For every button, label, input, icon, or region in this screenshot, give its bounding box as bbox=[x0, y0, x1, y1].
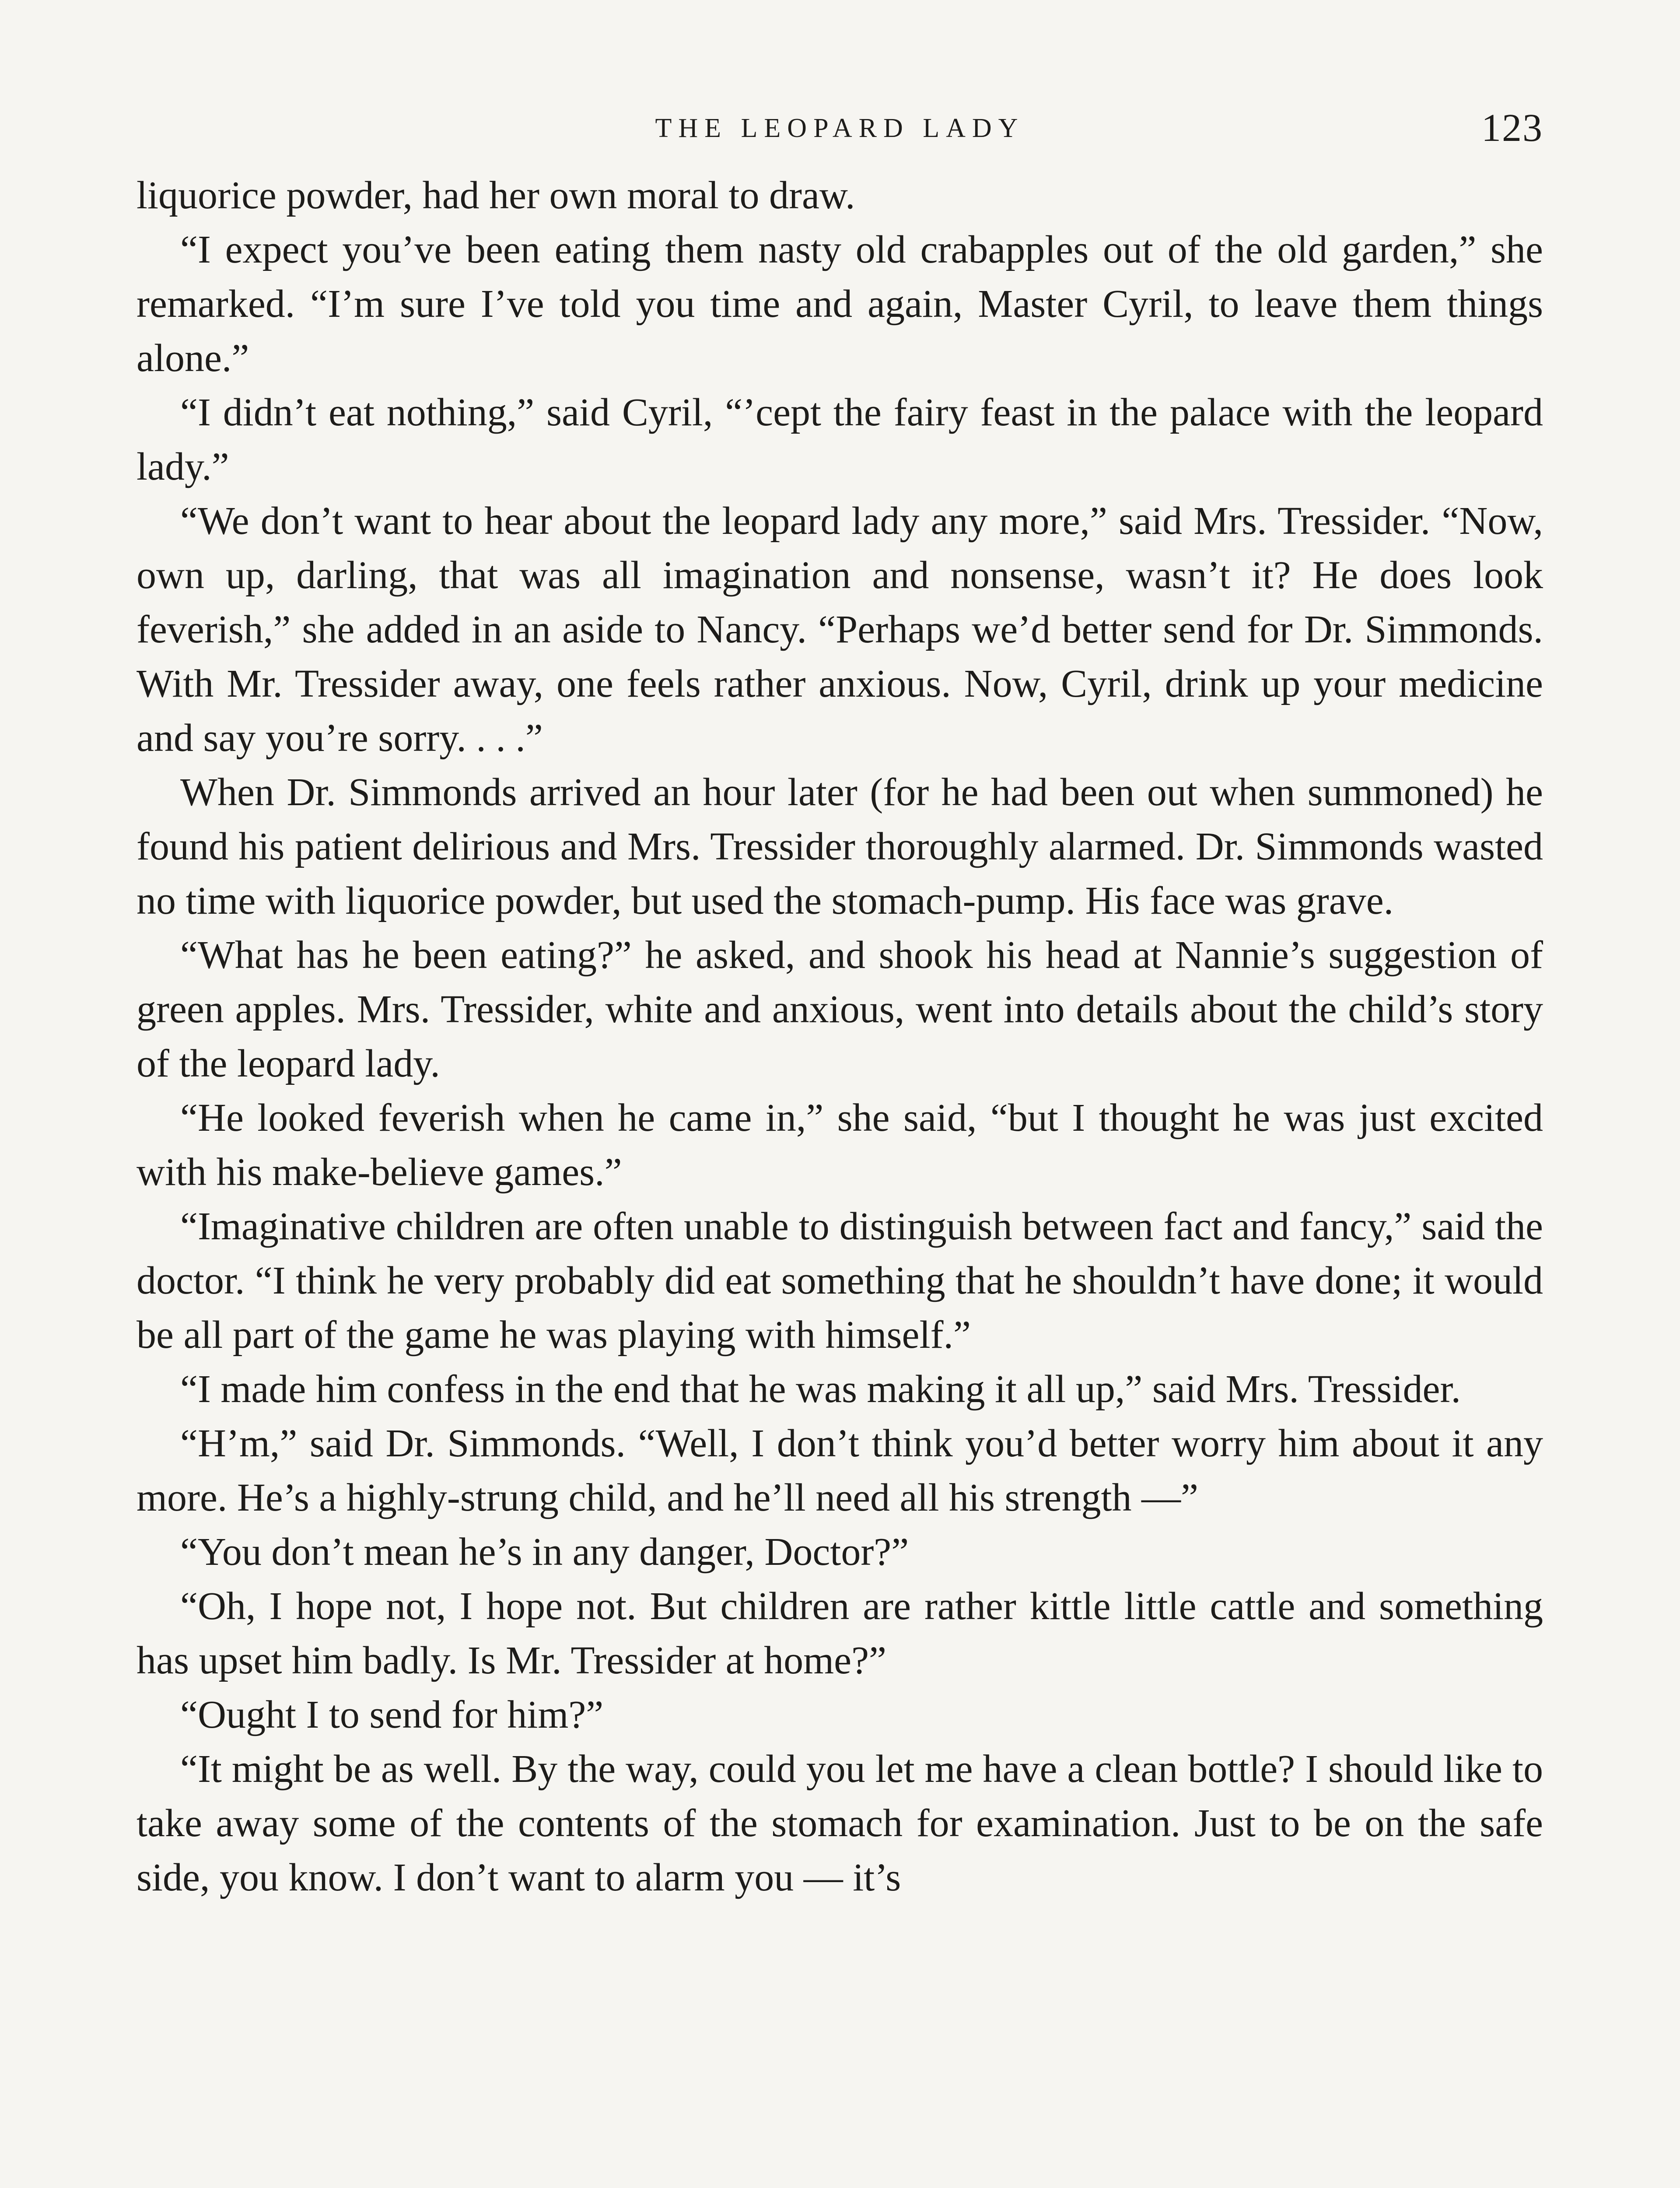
running-title: THE LEOPARD LADY bbox=[655, 113, 1025, 143]
paragraph: “He looked feverish when he came in,” she said, “but I thought he was just excited with his make-believe games.” bbox=[136, 1096, 1543, 1194]
paragraph: “What has he been eating?” he asked, and shook his head at Nannie’s suggestion of green apples. Mrs. Tressider, white and anxious, went into details about the child’s story of the leopard lady. bbox=[136, 933, 1543, 1085]
paragraph: “We don’t want to hear about the leopard lady any more,” said Mrs. Tressider. “Now, own up, darling, that was all imagination and nonsense, wasn’t it? He does look feverish,” she added in an aside to Nancy. “Perhaps we’d better send for Dr. Simmonds. With Mr. Tressider away, one feels rather anxious. Now, Cyril, drink up your medicine and say you’re sorry. . . .” bbox=[136, 499, 1543, 760]
running-head bbox=[136, 104, 1543, 152]
paragraph: liquorice powder, had her own moral to draw. bbox=[136, 174, 855, 217]
paragraph: “Imaginative children are often unable to distinguish between fact and fancy,” said the doctor. “I think he very probably did eat something that he shouldn’t have done; it would be all part of the game he was playing with himself.” bbox=[136, 1205, 1543, 1357]
paragraph: “I didn’t eat nothing,” said Cyril, “’cept the fairy feast in the palace with the leopard lady.” bbox=[136, 391, 1543, 488]
page-number: 123 bbox=[1481, 106, 1543, 150]
paragraph: “Oh, I hope not, I hope not. But children are rather kittle little cattle and something has upset him badly. Is Mr. Tressider at home?” bbox=[136, 1585, 1543, 1682]
paragraph: “I expect you’ve been eating them nasty old crabapples out of the old garden,” she remarked. “I’m sure I’ve told you time and again, Master Cyril, to leave them things alone.” bbox=[136, 228, 1543, 380]
paragraph: “It might be as well. By the way, could you let me have a clean bottle? I should like to take away some of the contents of the stomach for examination. Just to be on the safe side, you know. I don’t want to alarm you — it’s bbox=[136, 1747, 1543, 1899]
body-text bbox=[136, 168, 1543, 1905]
paragraph: “I made him confess in the end that he was making it all up,” said Mrs. Tressider. bbox=[180, 1368, 1461, 1411]
paragraph: When Dr. Simmonds arrived an hour later (for he had been out when summoned) he found his patient delirious and Mrs. Tressider thoroughly alarmed. Dr. Simmonds wasted no time with liquorice powder, but used the stomach-pump. His face was grave. bbox=[136, 771, 1543, 922]
paragraph: “You don’t mean he’s in any danger, Doctor?” bbox=[180, 1530, 909, 1574]
paragraph: “Ought I to send for him?” bbox=[180, 1693, 604, 1736]
paragraph: “H’m,” said Dr. Simmonds. “Well, I don’t think you’d better worry him about it any more. He’s a highly-strung child, and he’ll need all his strength —” bbox=[136, 1422, 1543, 1519]
